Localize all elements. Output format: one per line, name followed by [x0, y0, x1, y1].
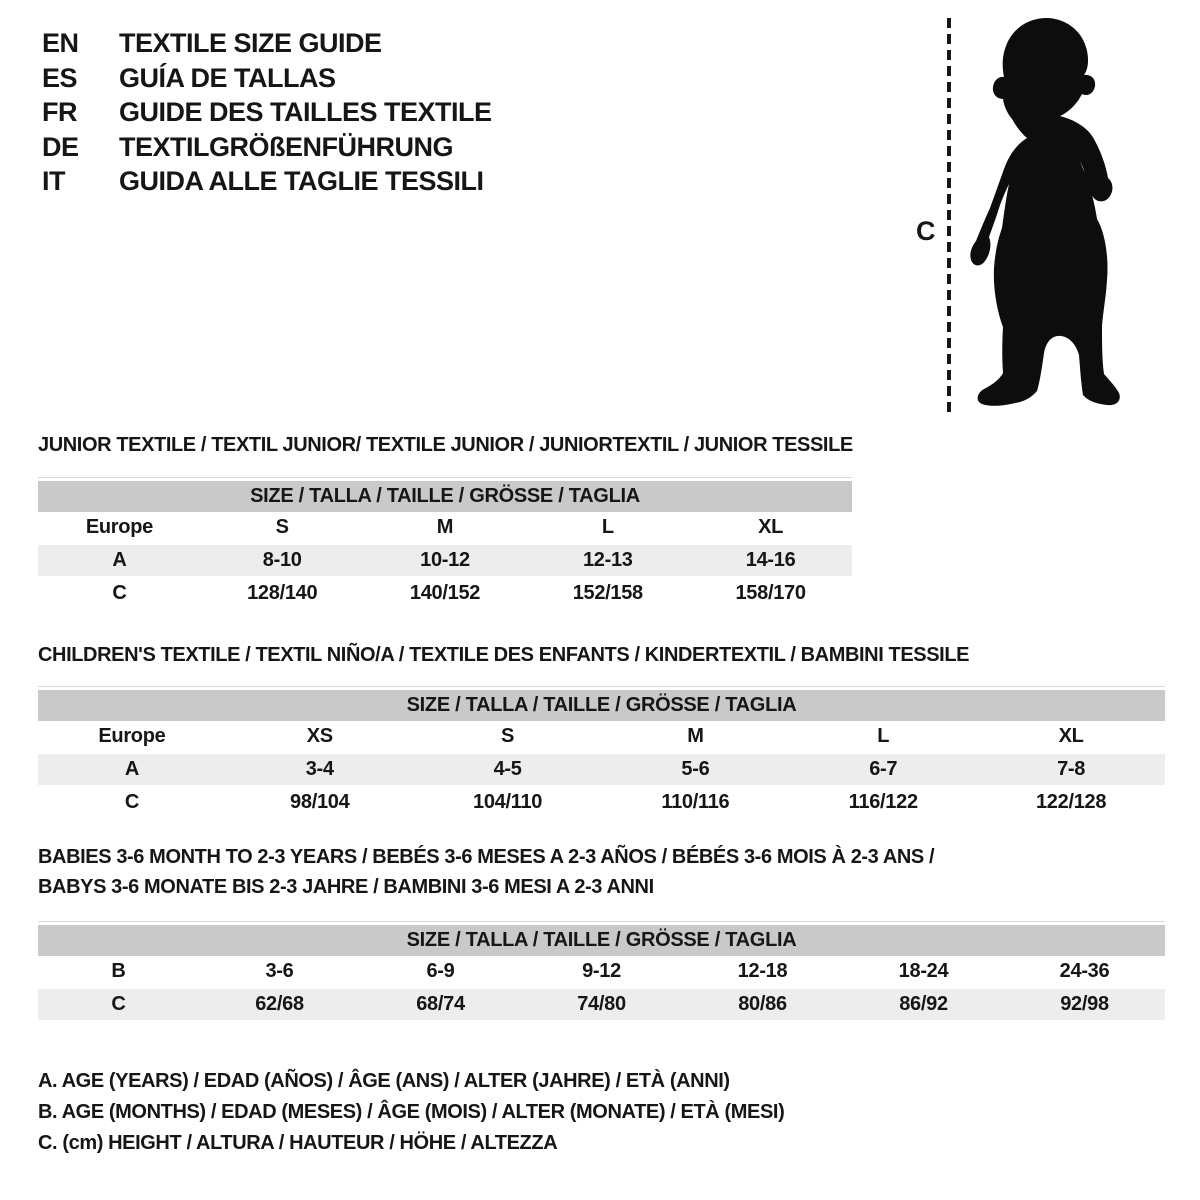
table-row [38, 786, 1165, 818]
lang-row-fr [42, 95, 492, 130]
table-wrap [38, 921, 1165, 1022]
section-title-line1: BABIES 3-6 MONTH TO 2-3 YEARS / BEBÉS 3-6 MESES A 2-3 AÑOS / BÉBÉS 3-6 MOIS À 2-3 ANS / [38, 846, 935, 868]
table-row [38, 956, 1165, 988]
size-cell: 18-24 [898, 960, 949, 982]
table-header-row [38, 481, 852, 512]
size-cell: S [501, 725, 515, 747]
size-cell: 74/80 [521, 988, 682, 1021]
size-cell: 8-10 [201, 544, 364, 577]
size-cell: 14-16 [689, 544, 852, 577]
size-cell: 12-18 [737, 960, 788, 982]
size-cell: 6-7 [789, 753, 977, 786]
size-cell: 80/86 [682, 988, 843, 1021]
guide-title-de: TEXTILGRÖßENFÜHRUNG [119, 131, 453, 162]
row-label: Europe [85, 516, 153, 538]
lang-row-it [42, 164, 492, 199]
table-wrap [38, 477, 852, 609]
size-cell: XL [758, 516, 784, 538]
guide-title-en: TEXTILE SIZE GUIDE [119, 28, 382, 58]
section-junior-textile [38, 434, 852, 609]
table-header-row [38, 925, 1165, 956]
lang-code: EN [42, 28, 79, 58]
height-measure-line [944, 16, 954, 425]
table-header-row [38, 690, 1165, 721]
size-cell: 104/110 [473, 791, 543, 813]
row-label: C [38, 988, 199, 1021]
size-cell: 4-5 [414, 753, 602, 786]
size-cell: 122/128 [1035, 791, 1107, 813]
size-cell: 98/104 [290, 791, 350, 813]
size-cell: 92/98 [1004, 988, 1165, 1021]
guide-title-it: GUIDA ALLE TAGLIE TESSILI [119, 166, 484, 196]
guide-title-fr: GUIDE DES TAILLES TEXTILE [119, 97, 492, 127]
row-label: A [38, 753, 226, 786]
section-title: CHILDREN'S TEXTILE / TEXTIL NIÑO/A / TEXTILE DES ENFANTS / KINDERTEXTIL / BAMBINI TESSILE [38, 644, 970, 666]
footnote-a: A. AGE (YEARS) / EDAD (AÑOS) / ÂGE (ANS) / ALTER (JAHRE) / ETÀ (ANNI) [38, 1070, 730, 1092]
size-cell: 6-9 [426, 960, 455, 982]
footnote-b: B. AGE (MONTHS) / EDAD (MESES) / ÂGE (MOIS) / ALTER (MONATE) / ETÀ (MESI) [38, 1101, 785, 1123]
table-row [38, 988, 1165, 1021]
size-cell: 5-6 [601, 753, 789, 786]
table-header-bar: SIZE / TALLA / TAILLE / GRÖSSE / TAGLIA [38, 690, 1165, 721]
babies-size-table [38, 925, 1165, 1022]
guide-title-es: GUÍA DE TALLAS [119, 62, 336, 93]
footnote-c: C. (cm) HEIGHT / ALTURA / HAUTEUR / HÖHE / ALTEZZA [38, 1132, 558, 1154]
table-row [38, 721, 1165, 753]
row-label: B [111, 960, 126, 982]
size-cell: 86/92 [843, 988, 1004, 1021]
size-cell: L [601, 516, 614, 538]
table-row [38, 544, 852, 577]
toddler-silhouette-icon [966, 16, 1136, 421]
size-cell: 3-6 [265, 960, 294, 982]
lang-row-de [42, 130, 492, 165]
row-label: C [124, 791, 139, 813]
lang-code: IT [42, 166, 65, 196]
size-cell: 24-36 [1059, 960, 1110, 982]
section-title-line2: BABYS 3-6 MONATE BIS 2-3 JAHRE / BAMBINI 3-6 MESI A 2-3 ANNI [38, 876, 654, 898]
dashed-line-icon [944, 16, 954, 420]
section-children-textile [38, 644, 1165, 818]
size-cell: 7-8 [977, 753, 1165, 786]
table-row [38, 753, 1165, 786]
size-cell: 9-12 [582, 960, 621, 982]
lang-code: DE [42, 131, 79, 162]
row-label: Europe [98, 725, 166, 747]
size-cell: M [436, 516, 454, 538]
size-cell: 116/122 [848, 791, 918, 813]
size-cell: 110/116 [661, 791, 730, 813]
table-row [38, 512, 852, 544]
size-cell: 10-12 [364, 544, 527, 577]
section-title: JUNIOR TEXTILE / TEXTIL JUNIOR/ TEXTILE JUNIOR / JUNIORTEXTIL / JUNIOR TESSILE [38, 434, 853, 456]
children-size-table [38, 690, 1165, 818]
size-cell: L [877, 725, 890, 747]
lang-code: FR [42, 97, 77, 127]
size-cell: XS [306, 725, 333, 747]
size-cell: 68/74 [360, 988, 521, 1021]
size-cell: M [687, 725, 704, 747]
row-label: A [38, 544, 201, 577]
table-header-bar: SIZE / TALLA / TAILLE / GRÖSSE / TAGLIA [38, 481, 852, 512]
section-babies-textile [38, 842, 1165, 1022]
language-title-block [42, 26, 492, 199]
size-cell: S [275, 516, 289, 538]
lang-row-es [42, 61, 492, 96]
table-header-bar: SIZE / TALLA / TAILLE / GRÖSSE / TAGLIA [38, 925, 1165, 956]
lang-code: ES [42, 62, 78, 93]
size-cell: 140/152 [409, 582, 481, 604]
height-label: C [916, 216, 936, 246]
size-cell: XL [1058, 725, 1084, 747]
table-wrap [38, 686, 1165, 818]
size-cell: 3-4 [226, 753, 414, 786]
size-cell: 152/158 [572, 582, 643, 604]
size-cell: 12-13 [526, 544, 689, 577]
footnotes [38, 1066, 784, 1159]
junior-size-table [38, 481, 852, 609]
size-cell: 128/140 [247, 582, 318, 604]
table-row [38, 577, 852, 609]
size-cell: 158/170 [735, 582, 806, 604]
size-cell: 62/68 [199, 988, 360, 1021]
row-label: C [112, 582, 127, 604]
lang-row-en [42, 26, 492, 61]
